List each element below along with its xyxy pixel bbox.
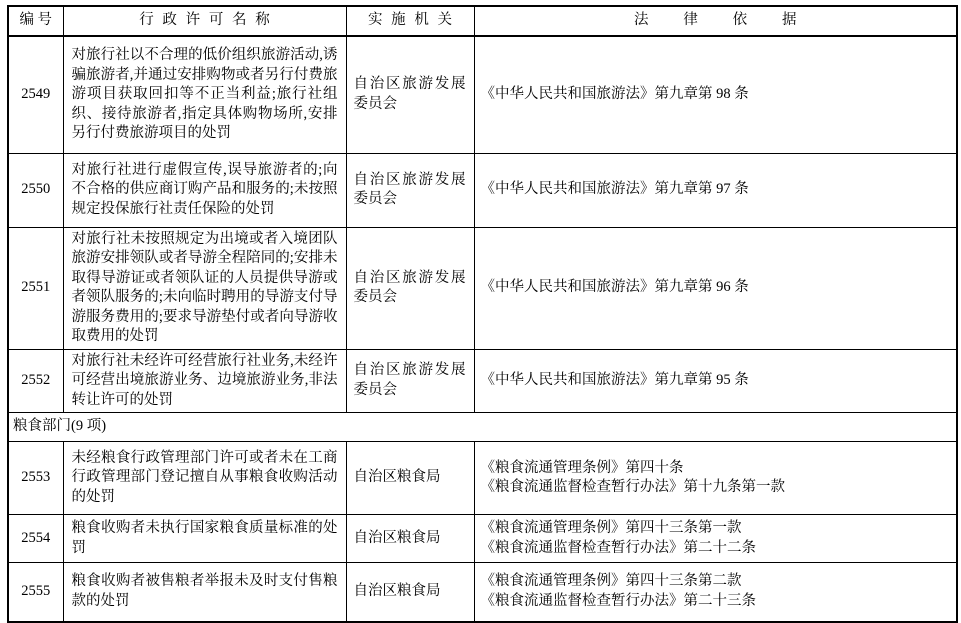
cell-permit-name: 对旅行社以不合理的低价组织旅游活动,诱骗旅游者,并通过安排购物或者另行付费旅游项目获取回扣等不正当利益;旅行社组织、接待旅游者,指定具体购物场所,安排另行付费旅游项目的处罚 [63, 36, 346, 153]
legal-basis-line: 《中华人民共和国旅游法》第九章第 96 条 [480, 279, 749, 296]
section-row [8, 413, 957, 442]
legal-basis-line: 《中华人民共和国旅游法》第九章第 98 条 [480, 86, 749, 102]
legal-basis-line: 《粮食流通管理条例》第四十条 [480, 459, 684, 476]
table-row [8, 349, 957, 413]
legal-basis-line: 《粮食流通监督检查暂行办法》第十九条第一款 [480, 479, 785, 495]
column-header-legal [474, 6, 957, 36]
cell-permit-name: 未经粮食行政管理部门许可或者未在工商行政管理部门登记擅自从事粮食收购活动的处罚 [63, 442, 346, 515]
cell-legal-basis [474, 515, 957, 563]
cell-legal-basis [474, 349, 957, 413]
header-row [8, 6, 957, 36]
cell-id: 2554 [8, 515, 63, 563]
table-row [8, 153, 957, 227]
legal-basis-line: 《粮食流通监督检查暂行办法》第二十三条 [480, 592, 756, 609]
section-header: 粮食部门(9 项) [8, 413, 957, 442]
table-row [8, 563, 957, 622]
cell-legal-basis [474, 36, 957, 153]
cell-permit-name: 粮食收购者未执行国家粮食质量标准的处罚 [63, 515, 346, 563]
legal-basis-line: 《粮食流通管理条例》第四十三条第二款 [480, 573, 742, 590]
column-header-legal-label: 法律依据 [634, 12, 832, 29]
cell-legal-basis [474, 227, 957, 349]
cell-legal-basis [474, 442, 957, 515]
administrative-permits-table [7, 5, 958, 623]
cell-legal-basis [474, 153, 957, 227]
cell-id: 2549 [8, 36, 63, 153]
cell-id: 2550 [8, 153, 63, 227]
cell-id: 2551 [8, 227, 63, 349]
cell-permit-name: 对旅行社进行虚假宣传,误导旅游者的;向不合格的供应商订购产品和服务的;未按照规定投保旅行社责任保险的处罚 [63, 153, 346, 227]
legal-basis-line: 《粮食流通监督检查暂行办法》第二十二条 [480, 539, 756, 556]
cell-agency: 自治区旅游发展委员会 [346, 153, 474, 227]
document-page [7, 5, 958, 623]
cell-legal-basis [474, 563, 957, 622]
cell-id: 2552 [8, 349, 63, 413]
cell-permit-name: 对旅行社未按照规定为出境或者入境团队旅游安排领队或者导游全程陪同的;安排未取得导游证或者领队证的人员提供导游或者领队服务的;未向临时聘用的导游支付导游服务费用的;要求导游垫付或者向导游收取费用的处罚 [63, 227, 346, 349]
cell-id: 2555 [8, 563, 63, 622]
cell-permit-name: 对旅行社未经许可经营旅行社业务,未经许可经营出境旅游业务、边境旅游业务,非法转让许可的处罚 [63, 349, 346, 413]
legal-basis-line: 《粮食流通管理条例》第四十三条第一款 [480, 520, 742, 536]
table-row [8, 227, 957, 349]
cell-agency: 自治区旅游发展委员会 [346, 36, 474, 153]
cell-agency: 自治区旅游发展委员会 [346, 349, 474, 413]
column-header-name-label: 行政许可名称 [139, 12, 279, 29]
cell-agency: 自治区粮食局 [346, 563, 474, 622]
table-row [8, 36, 957, 153]
column-header-id [8, 6, 63, 36]
column-header-name [63, 6, 346, 36]
column-header-id-label: 编号 [19, 12, 56, 29]
cell-agency: 自治区粮食局 [346, 515, 474, 563]
column-header-agency-label: 实施机关 [367, 12, 461, 29]
table-row [8, 442, 957, 515]
legal-basis-line: 《中华人民共和国旅游法》第九章第 97 条 [480, 181, 749, 198]
cell-agency: 自治区粮食局 [346, 442, 474, 515]
cell-id: 2553 [8, 442, 63, 515]
table-row [8, 515, 957, 563]
column-header-agency [346, 6, 474, 36]
legal-basis-line: 《中华人民共和国旅游法》第九章第 95 条 [480, 372, 749, 388]
cell-agency: 自治区旅游发展委员会 [346, 227, 474, 349]
cell-permit-name: 粮食收购者被售粮者举报未及时支付售粮款的处罚 [63, 563, 346, 622]
